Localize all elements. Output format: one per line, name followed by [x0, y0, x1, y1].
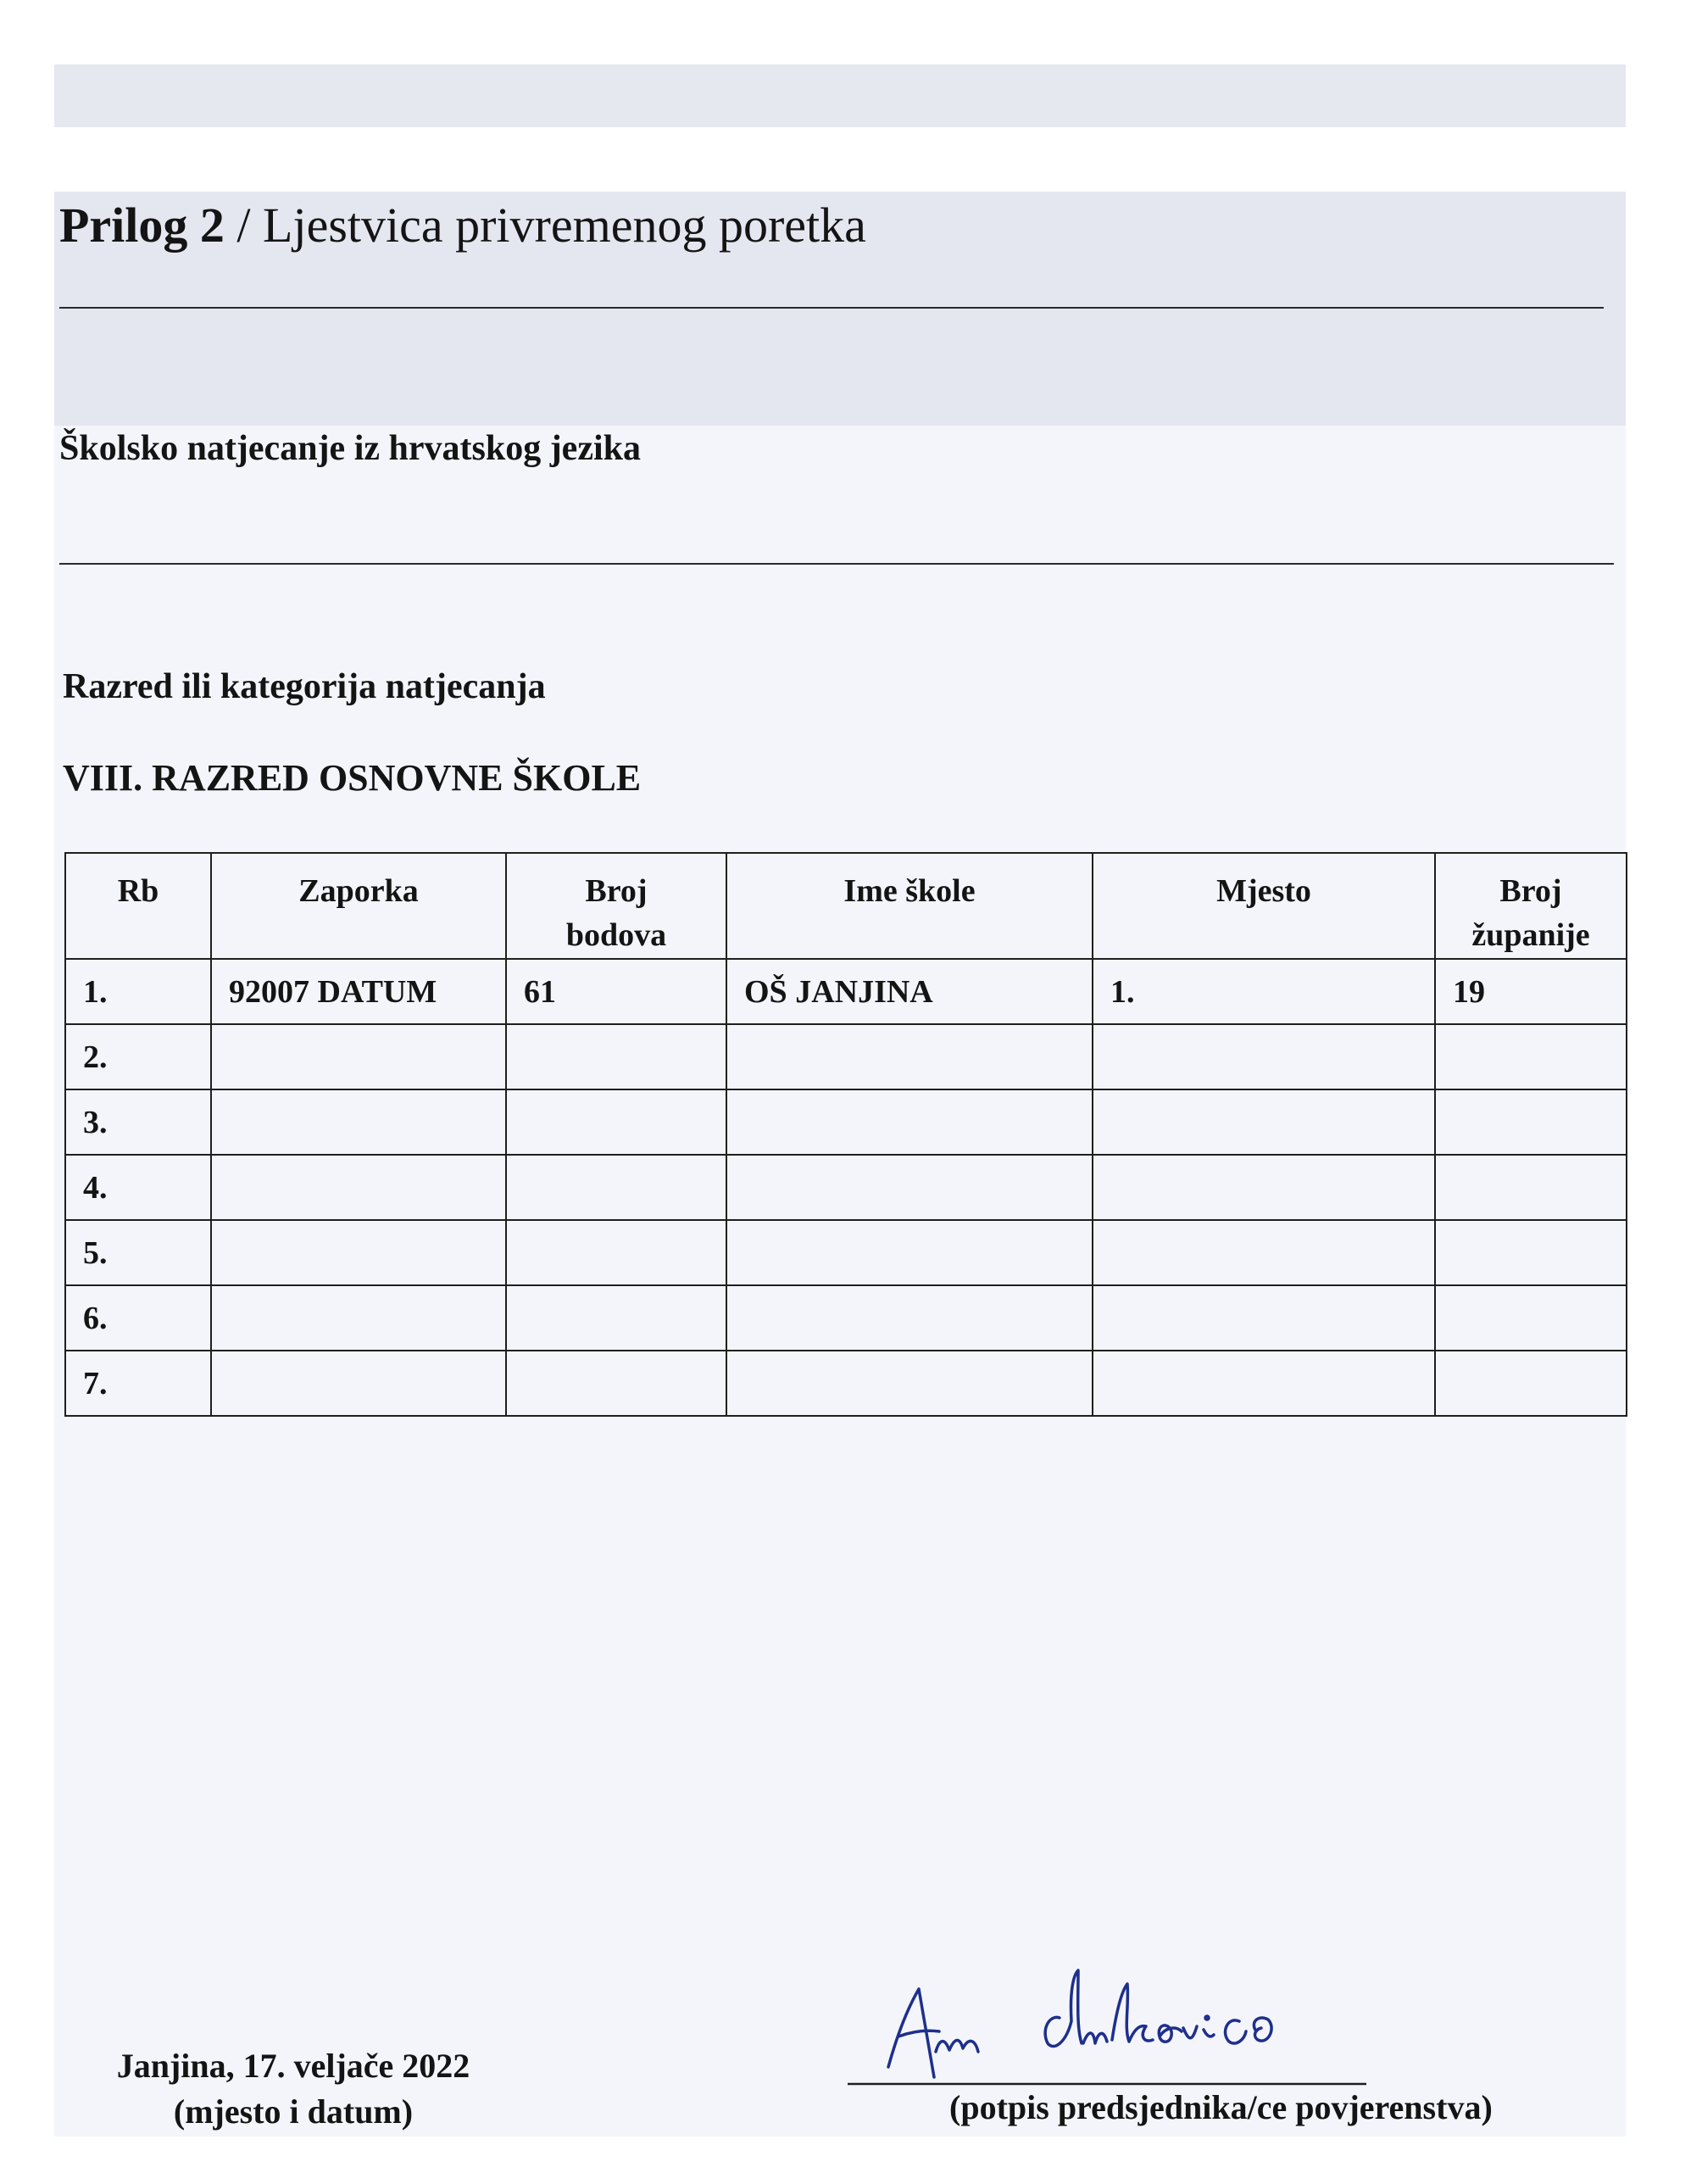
column-header-broj-zupanije-line2: županije [1471, 917, 1590, 953]
cell-zaporka [211, 1089, 506, 1155]
cell-broj-zupanije [1435, 1285, 1627, 1351]
table-header-row [65, 853, 1627, 959]
cell-broj-bodova [506, 1351, 726, 1416]
cell-broj-bodova: 61 [506, 959, 726, 1024]
table-row [65, 1089, 1627, 1155]
column-header-ime-skole-line1: Ime škole [843, 873, 976, 909]
attachment-number: Prilog 2 [59, 198, 225, 253]
cell-zaporka [211, 1351, 506, 1416]
place-date: Janjina, 17. veljače 2022 [116, 2047, 470, 2085]
cell-rb: 2. [65, 1024, 211, 1089]
page-title [59, 197, 866, 254]
cell-rb: 7. [65, 1351, 211, 1416]
cell-broj-zupanije [1435, 1351, 1627, 1416]
table-row [65, 1024, 1627, 1089]
column-header-zaporka [211, 853, 506, 959]
column-header-broj-bodova [506, 853, 726, 959]
title-underline [59, 307, 1604, 309]
cell-ime-skole [726, 1089, 1093, 1155]
cell-rb: 5. [65, 1220, 211, 1285]
cell-ime-skole [726, 1285, 1093, 1351]
top-scan-band [54, 64, 1626, 127]
cell-mjesto [1093, 1220, 1435, 1285]
signature-caption: (potpis predsjednika/ce povjerenstva) [949, 2088, 1493, 2126]
column-header-broj-bodova-line1: Broj [585, 873, 648, 909]
results-table [64, 852, 1627, 1417]
cell-ime-skole [726, 1024, 1093, 1089]
cell-mjesto [1093, 1024, 1435, 1089]
cell-zaporka [211, 1285, 506, 1351]
column-header-broj-zupanije-line1: Broj [1499, 873, 1562, 909]
column-header-rb-line1: Rb [117, 873, 159, 909]
cell-broj-bodova [506, 1024, 726, 1089]
cell-broj-zupanije [1435, 1155, 1627, 1220]
title-separator: / [236, 198, 251, 253]
cell-broj-bodova [506, 1285, 726, 1351]
cell-broj-bodova [506, 1220, 726, 1285]
cell-rb: 1. [65, 959, 211, 1024]
cell-zaporka [211, 1024, 506, 1089]
cell-broj-zupanije [1435, 1024, 1627, 1089]
column-header-zaporka-line1: Zaporka [298, 873, 419, 909]
category-label: Razred ili kategorija natjecanja [63, 667, 546, 706]
column-header-ime-skole [726, 853, 1093, 959]
table-row [65, 1220, 1627, 1285]
table-row [65, 1155, 1627, 1220]
cell-rb: 6. [65, 1285, 211, 1351]
cell-rb: 4. [65, 1155, 211, 1220]
cell-broj-zupanije [1435, 1089, 1627, 1155]
cell-zaporka [211, 1155, 506, 1220]
table-row [65, 959, 1627, 1024]
competition-underline [59, 563, 1614, 565]
column-header-mjesto-line1: Mjesto [1216, 873, 1311, 909]
cell-ime-skole [726, 1351, 1093, 1416]
table-row [65, 1351, 1627, 1416]
column-header-broj-bodova-line2: bodova [565, 917, 667, 953]
cell-broj-zupanije [1435, 1220, 1627, 1285]
cell-rb: 3. [65, 1089, 211, 1155]
column-header-broj-zupanije [1435, 853, 1627, 959]
place-and-date-block [73, 2043, 514, 2135]
place-date-caption: (mjesto i datum) [173, 2092, 414, 2131]
cell-zaporka: 92007 DATUM [211, 959, 506, 1024]
column-header-mjesto [1093, 853, 1435, 959]
cell-mjesto [1093, 1285, 1435, 1351]
page-subtitle: Ljestvica privremenog poretka [263, 198, 866, 253]
cell-mjesto [1093, 1155, 1435, 1220]
category-value: VIII. RAZRED OSNOVNE ŠKOLE [63, 757, 642, 799]
table-row [65, 1285, 1627, 1351]
cell-broj-bodova [506, 1155, 726, 1220]
cell-mjesto [1093, 1351, 1435, 1416]
cell-ime-skole [726, 1155, 1093, 1220]
column-header-rb [65, 853, 211, 959]
cell-mjesto [1093, 1089, 1435, 1155]
competition-name: Školsko natjecanje iz hrvatskog jezika [59, 429, 641, 468]
handwritten-signature [848, 1958, 1373, 2094]
cell-zaporka [211, 1220, 506, 1285]
cell-mjesto: 1. [1093, 959, 1435, 1024]
cell-broj-bodova [506, 1089, 726, 1155]
cell-ime-skole: OŠ JANJINA [726, 959, 1093, 1024]
cell-ime-skole [726, 1220, 1093, 1285]
cell-broj-zupanije: 19 [1435, 959, 1627, 1024]
